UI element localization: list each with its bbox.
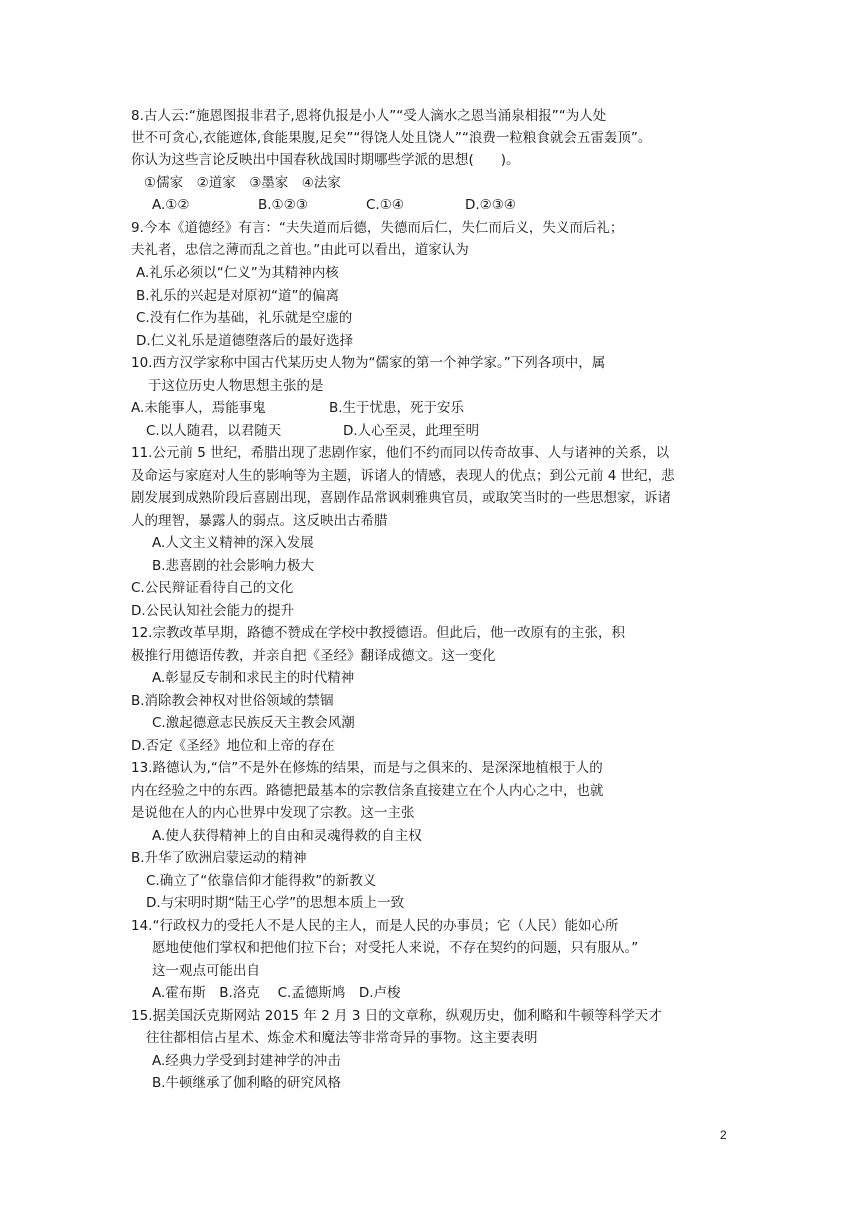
q14-line-1: 14.“行政权力的受托人不是人民的主人，而是人民的办事员；它（人民）能如心所	[131, 918, 619, 934]
q10-option-c: C.以人随君，以君随天	[146, 423, 282, 439]
q8-option-b: B.①②③	[258, 197, 308, 213]
q15-line-2: 往往都相信占星术、炼金术和魔法等非常奇异的事物。这主要表明	[146, 1030, 538, 1046]
q9-option-c: C.没有仁作为基础，礼乐就是空虚的	[136, 310, 353, 326]
q9-line-1: 9.今本《道德经》有言：“夫失道而后德，失德而后仁，失仁而后义，失义而后礼；	[131, 220, 624, 236]
q14-line-2: 愿地使他们掌权和把他们拉下台；对受托人来说，不存在契约的问题，只有服从。”	[152, 940, 639, 956]
q12-option-b: B.消除教会神权对世俗领域的禁锢	[131, 693, 334, 709]
q15-line-1: 15.据美国沃克斯网站 2015 年 2 月 3 日的文章称，纵观历史，伽利略和牛顿等科学天才	[131, 1008, 662, 1024]
q11-line-4: 人的理智，暴露人的弱点。这反映出古希腊	[131, 513, 388, 529]
q11-line-2: 及命运与家庭对人生的影响等为主题，诉诸人的情感，表现人的优点；到公元前 4 世纪，悲	[131, 468, 675, 484]
q12-line-2: 极推行用德语传教，并亲自把《圣经》翻译成德文。这一变化	[131, 648, 496, 664]
q13-option-a: A.使人获得精神上的自由和灵魂得救的自主权	[152, 828, 422, 844]
q10-option-b: B.生于忧患，死于安乐	[329, 400, 465, 416]
q11-option-b: B.悲喜剧的社会影响力极大	[152, 558, 315, 574]
q12-option-a: A.彰显反专制和求民主的时代精神	[152, 670, 355, 686]
q12-line-1: 12.宗教改革早期，路德不赞成在学校中教授德语。但此后，他一改原有的主张，积	[131, 625, 625, 641]
q8-line-1: 8.古人云:“施恩图报非君子,恩将仇报是小人”“受人滴水之恩当涌泉相报”“为人处	[131, 108, 607, 124]
q11-option-d: D.公民认知社会能力的提升	[131, 603, 295, 619]
q12-option-c: C.激起德意志民族反天主教会风潮	[152, 715, 355, 731]
q13-line-2: 内在经验之中的东西。路德把最基本的宗教信条直接建立在个人内心之中，也就	[131, 783, 604, 799]
q11-option-c: C.公民辩证看待自己的文化	[131, 580, 294, 596]
q11-option-a: A.人文主义精神的深入发展	[152, 535, 314, 551]
q8-line-3: 你认为这些言论反映出中国春秋战国时期哪些学派的思想( )。	[131, 152, 520, 168]
q15-option-b: B.牛顿继承了伽利略的研究风格	[152, 1075, 342, 1091]
q14-line-3: 这一观点可能出自	[152, 963, 260, 979]
q13-option-c: C.确立了“依靠信仰才能得救”的新教义	[146, 873, 377, 889]
q8-line-2: 世不可贪心,衣能遮体,食能果腹,足矣”“得饶人处且饶人”“浪费一粒粮食就会五雷轰顶”。	[131, 130, 652, 146]
q12-option-d: D.否定《圣经》地位和上帝的存在	[131, 738, 335, 754]
q9-option-a: A.礼乐必须以“仁义”为其精神内核	[136, 265, 339, 281]
q8-option-d: D.②③④	[465, 197, 516, 213]
page-number: 2	[720, 1128, 727, 1142]
q13-line-1: 13.路德认为,“信”不是外在修炼的结果，而是与之俱来的、是深深地植根于人的	[131, 760, 603, 776]
q10-line-2: 于这位历史人物思想主张的是	[148, 378, 324, 394]
q8-items: ①儒家 ②道家 ③墨家 ④法家	[144, 175, 341, 191]
q14-options: A.霍布斯 B.洛克 C.孟德斯鸠 D.卢梭	[152, 985, 401, 1001]
q13-line-3: 是说他在人的内心世界中发现了宗教。这一主张	[131, 805, 415, 821]
q8-option-a: A.①②	[152, 197, 190, 213]
q9-option-b: B.礼乐的兴起是对原初“道”的偏离	[136, 288, 340, 304]
q10-option-d: D.人心至灵，此理至明	[343, 423, 480, 439]
q8-option-c: C.①④	[366, 197, 404, 213]
q13-option-b: B.升华了欧洲启蒙运动的精神	[131, 850, 307, 866]
q9-option-d: D.仁义礼乐是道德堕落后的最好选择	[136, 333, 354, 349]
q13-option-d: D.与宋明时期“陆王心学”的思想本质上一致	[146, 895, 405, 911]
q11-line-3: 剧发展到成熟阶段后喜剧出现，喜剧作品常讽刺雅典官员，或取笑当时的一些思想家，诉诸	[131, 490, 671, 506]
q11-line-1: 11.公元前 5 世纪，希腊出现了悲剧作家，他们不约而同以传奇故事、人与诸神的关系，以	[131, 445, 670, 461]
q10-option-a: A.未能事人，焉能事鬼	[131, 400, 266, 416]
q10-line-1: 10.西方汉学家称中国古代某历史人物为“儒家的第一个神学家。”下列各项中，属	[131, 355, 606, 371]
q9-line-2: 夫礼者，忠信之薄而乱之首也。”由此可以看出，道家认为	[131, 242, 469, 258]
q15-option-a: A.经典力学受到封建神学的冲击	[152, 1053, 341, 1069]
